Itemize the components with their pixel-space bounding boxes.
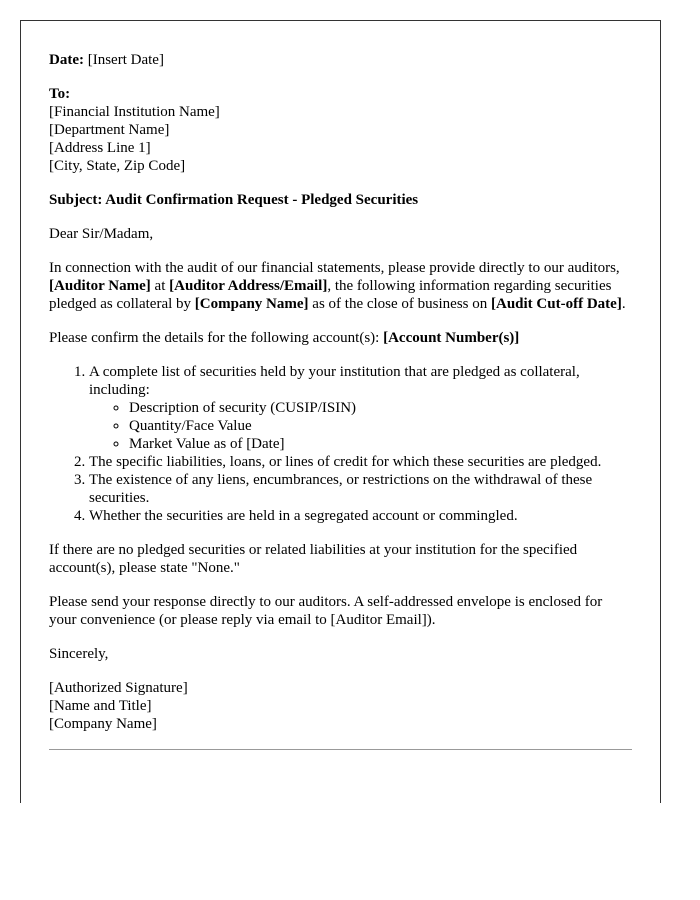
- divider: [49, 749, 632, 750]
- none-note: If there are no pledged securities or related liabilities at your institution for the specified account(s), please state "None.": [49, 542, 578, 576]
- recipient-block: To: [Financial Institution Name] [Department Name] [Address Line 1] [City, State, Zip Code]: [49, 86, 220, 174]
- response-note: Please send your response directly to our auditors. A self-addressed envelope is enclosed for your convenience (or please reply via email to [Auditor Email]).: [49, 594, 603, 628]
- list-item: 3. The existence of any liens, encumbrances, or restrictions on the withdrawal of these securities.: [89, 471, 632, 507]
- closing: Sincerely,: [49, 646, 109, 662]
- date-line: Date: [Insert Date]: [49, 52, 164, 68]
- list-item: 4. Whether the securities are held in a segregated account or commingled.: [89, 507, 632, 525]
- confirm-paragraph: Please confirm the details for the following account(s): [Account Number(s)]: [49, 330, 520, 346]
- list-item: 1. A complete list of securities held by your institution that are pledged as collateral, including: ◦ Description of security (CUSIP/ISIN) ◦ Quantity/Face Value ◦ Market Value as of [Date]: [89, 363, 632, 453]
- list-item: 2. The specific liabilities, loans, or lines of credit for which these securities are pledged.: [89, 453, 632, 471]
- intro-paragraph: In connection with the audit of our financial statements, please provide directly to our auditors, [Auditor Name] at [Auditor Address/Email], the following information regarding securities pledged as collateral by [Company Name] as of the close of business on [Audit Cut-off Date].: [49, 260, 626, 312]
- subject-line: Subject: Audit Confirmation Request - Pledged Securities: [49, 192, 419, 208]
- sub-list-item: ◦ Description of security (CUSIP/ISIN): [129, 399, 632, 417]
- sub-list: [89, 399, 632, 453]
- sub-list-item: ◦ Market Value as of [Date]: [129, 435, 632, 453]
- sub-list-item: ◦ Quantity/Face Value: [129, 417, 632, 435]
- salutation: Dear Sir/Madam,: [49, 226, 154, 242]
- request-list: [49, 363, 632, 525]
- letter-page: [20, 20, 661, 803]
- signature-block: [Authorized Signature] [Name and Title] [Company Name]: [49, 680, 188, 732]
